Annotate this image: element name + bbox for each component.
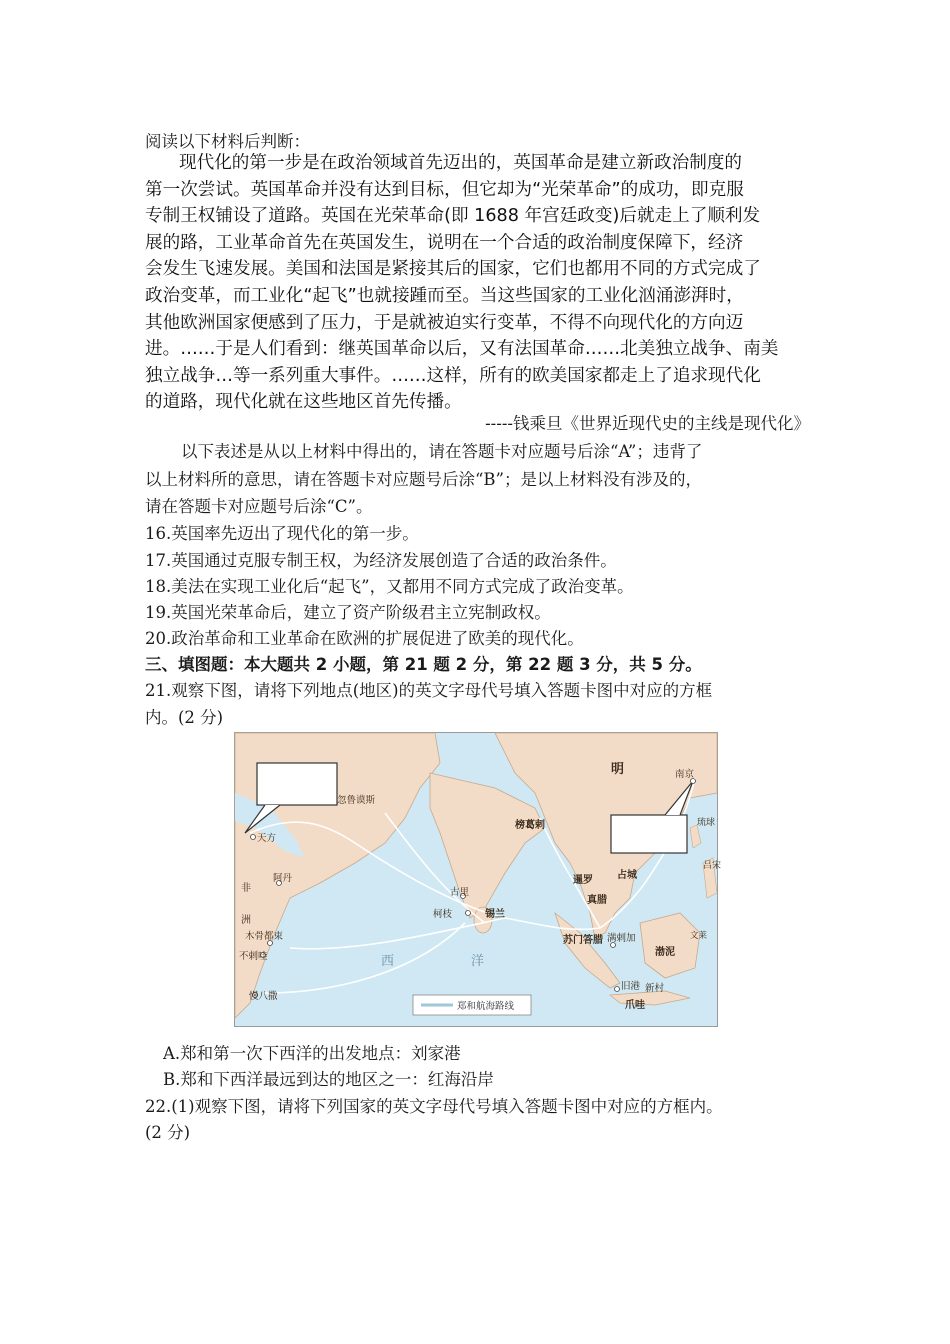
passage-line: 会发生飞速发展。美国和法国是紧接其后的国家，它们也都用不同的方式完成了 xyxy=(145,259,761,280)
statement-16: 16.英国率先迈出了现代化的第一步。 xyxy=(145,524,419,543)
passage-line: 政治变革，而工业化“起飞”也就接踵而至。当这些国家的工业化汹涌澎湃时， xyxy=(145,285,744,306)
passage-line: 的道路，现代化就在这些地区首先传播。 xyxy=(145,392,462,413)
label-sumatra: 苏门答腊 xyxy=(563,935,603,946)
passage-line: 其他欧洲国家便感到了压力，于是就被迫实行变革，不得不向现代化的方向迈 xyxy=(145,312,744,333)
reading-passage xyxy=(145,150,810,416)
statement-18: 18.美法在实现工业化后“起飞”，又都用不同方式完成了政治变革。 xyxy=(145,577,634,596)
label-palembang: 旧港 xyxy=(621,981,641,992)
label-champa: 占城 xyxy=(617,870,637,881)
label-siam: 暹罗 xyxy=(573,875,593,886)
label-malacca: 满剌加 xyxy=(607,933,636,944)
passage-line: 专制王权铺设了道路。英国在光荣革命(即 1688 年宫廷政变)后就走上了顺利发 xyxy=(145,206,761,227)
palembang-dot xyxy=(615,987,620,992)
label-malindi: 慢八撒 xyxy=(249,991,278,1002)
label-africa-1: 非 xyxy=(241,883,251,894)
label-xincun: 新村 xyxy=(645,983,665,994)
answer-box-right xyxy=(611,815,687,853)
label-mogadishu: 木骨都束 xyxy=(245,931,284,942)
label-ceylon: 锡兰 xyxy=(485,909,505,920)
label-ryukyu: 琉球 xyxy=(697,818,716,828)
answer-box-left xyxy=(257,763,337,805)
label-bengal: 榜葛剌 xyxy=(515,820,545,831)
cochin-dot xyxy=(466,911,471,916)
reading-intro: 阅读以下材料后判断： xyxy=(145,132,310,151)
label-wenlai: 文莱 xyxy=(690,931,708,941)
citation: -----钱乘旦《世界近现代史的主线是现代化》 xyxy=(485,414,810,433)
label-ocean-2: 洋 xyxy=(471,954,485,969)
label-java: 爪哇 xyxy=(625,1000,645,1011)
q21-line: 内。(2 分) xyxy=(145,708,224,727)
legend-label: 郑和航海路线 xyxy=(457,1001,515,1012)
statement-19: 19.英国光荣革命后，建立了资产阶级君主立宪制政权。 xyxy=(145,603,551,622)
label-borneo: 渤泥 xyxy=(655,947,675,958)
passage-line: 进。……于是人们看到：继英国革命以后，又有法国革命……北美独立战争、南美 xyxy=(145,339,779,360)
label-mecca: 天方 xyxy=(257,833,277,844)
passage-line: 独立战争…等一系列重大事件。……这样，所有的欧美国家都走上了追求现代化 xyxy=(145,365,761,386)
label-brava: 不剌哇 xyxy=(239,951,268,962)
q22-line: 22.(1)观察下图，请将下列国家的英文字母代号填入答题卡图中对应的方框内。 xyxy=(145,1097,723,1116)
label-hormuz: 忽鲁谟斯 xyxy=(337,795,376,806)
q22-line: (2 分) xyxy=(145,1123,191,1142)
instruction-line: 请在答题卡对应题号后涂“C”。 xyxy=(145,497,373,516)
label-africa-2: 洲 xyxy=(241,915,251,926)
map-legend xyxy=(413,995,531,1015)
label-ming: 明 xyxy=(611,762,625,777)
label-cochin: 柯枝 xyxy=(433,909,453,920)
instruction-line: 以下表述是从以上材料中得出的，请在答题卡对应题号后涂“A”；违背了 xyxy=(181,442,703,461)
instructions xyxy=(145,438,815,521)
label-nanjing: 南京 xyxy=(675,769,695,780)
label-calicut: 古里 xyxy=(450,887,470,898)
mecca-dot xyxy=(251,835,256,840)
statement-17: 17.英国通过克服专制王权，为经济发展创造了合适的政治条件。 xyxy=(145,551,617,570)
q21-line: 21.观察下图，请将下列地点(地区)的英文字母代号填入答题卡图中对应的方框 xyxy=(145,681,713,700)
passage-line: 第一次尝试。英国革命并没有达到目标，但它却为“光荣革命”的成功，即克服 xyxy=(145,179,744,200)
section3-heading: 三、填图题：本大题共 2 小题，第 21 题 2 分，第 22 题 3 分，共 5 分。 xyxy=(145,655,702,674)
passage-line: 展的路，工业革命首先在英国发生，说明在一个合适的政治制度保障下，经济 xyxy=(145,232,744,253)
label-ocean-1: 西 xyxy=(381,954,395,969)
zheng-he-voyage-map xyxy=(234,732,722,1027)
option-a: A.郑和第一次下西洋的出发地点：刘家港 xyxy=(163,1044,461,1063)
option-b: B.郑和下西洋最远到达的地区之一：红海沿岸 xyxy=(163,1070,494,1089)
statement-20: 20.政治革命和工业革命在欧洲的扩展促进了欧美的现代化。 xyxy=(145,629,584,648)
label-luzon: 吕宋 xyxy=(703,861,722,871)
instruction-line: 以上材料所的意思，请在答题卡对应题号后涂“B”；是以上材料没有涉及的， xyxy=(145,469,702,489)
label-cambodia: 真腊 xyxy=(587,895,607,906)
passage-line: 现代化的第一步是在政治领域首先迈出的，英国革命是建立新政治制度的 xyxy=(179,153,743,173)
label-aden: 阿丹 xyxy=(273,873,293,884)
